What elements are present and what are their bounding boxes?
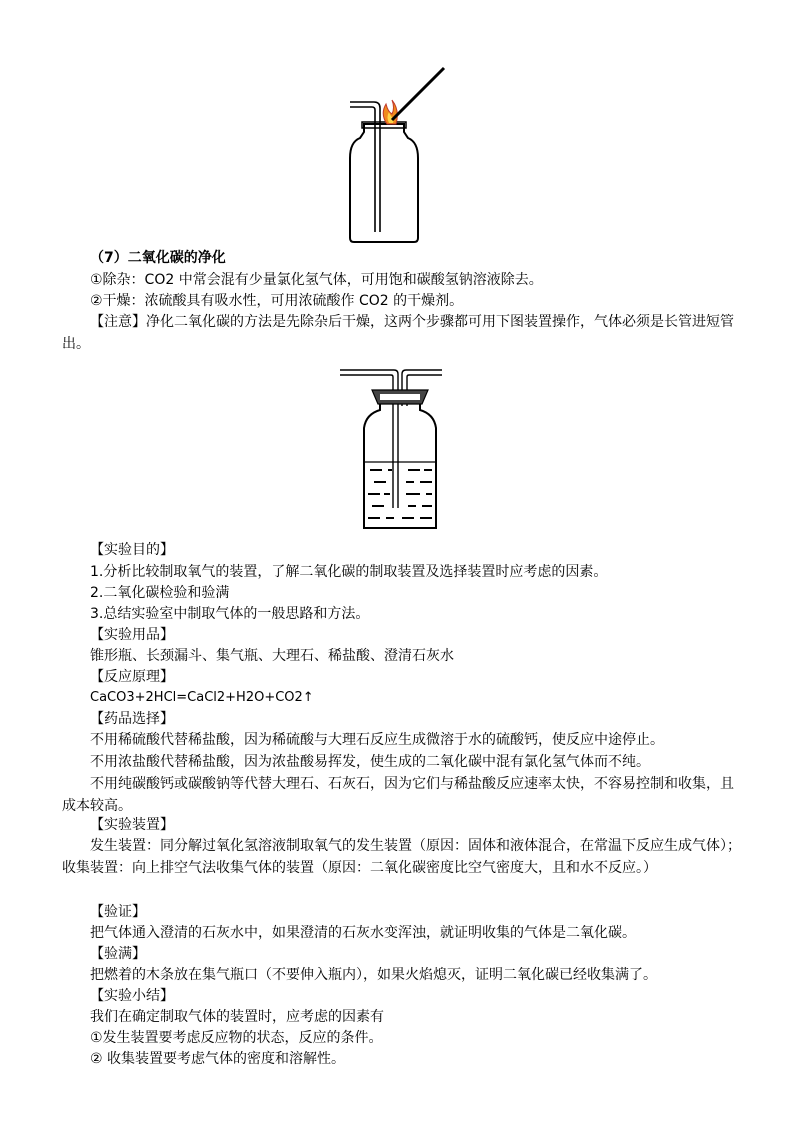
- principle-heading: 【反应原理】: [90, 669, 174, 685]
- reaction-equation: CaCO3+2HCl=CaCl2+H2O+CO2↑: [90, 690, 314, 705]
- bottle-flame-figure: [340, 62, 460, 246]
- bottle-outline: [364, 404, 436, 528]
- washing-bottle-figure: [336, 358, 446, 534]
- section-title: （7）二氧化碳的净化: [90, 250, 226, 266]
- purpose-item-2: 2.二氧化碳检验和验满: [90, 585, 230, 601]
- bottle-outline: [350, 124, 418, 242]
- purpose-heading: 【实验目的】: [90, 542, 174, 558]
- verify-text: 把气体通入澄清的石灰水中，如果澄清的石灰水变浑浊，就证明收集的气体是二氧化碳。: [90, 925, 636, 941]
- summary-intro: 我们在确定制取气体的装置时，应考虑的因素有: [90, 1009, 384, 1025]
- apparatus-text: 发生装置：同分解过氧化氢溶液制取氧气的发生装置（原因：固体和液体混合，在常温下反应生成气体）；收集装置：向上排空气法收集气体的装置（原因：二氧化碳密度比空气密度大，且和水不反应。）: [62, 838, 741, 876]
- summary-item-2: ② 收集装置要考虑气体的密度和溶解性。: [90, 1051, 345, 1067]
- full-text: 把燃着的木条放在集气瓶口（不要伸入瓶内），如果火焰熄灭，证明二氧化碳已经收集满了。: [90, 967, 657, 983]
- supplies-text: 锥形瓶、长颈漏斗、集气瓶、大理石、稀盐酸、澄清石灰水: [90, 648, 454, 664]
- apparatus-heading: 【实验装置】: [90, 817, 174, 833]
- summary-item-1: ①发生装置要考虑反应物的状态，反应的条件。: [90, 1030, 383, 1046]
- reagents-heading: 【药品选择】: [90, 711, 174, 727]
- purpose-item-3: 3.总结实验室中制取气体的一般思路和方法。: [90, 606, 370, 622]
- summary-heading: 【实验小结】: [90, 988, 174, 1004]
- impurity-text: ①除杂：CO2 中常会混有少量氯化氢气体，可用饱和碳酸氢钠溶液除去。: [90, 272, 543, 288]
- supplies-heading: 【实验用品】: [90, 627, 174, 643]
- reagents-p3: 不用纯碳酸钙或碳酸钠等代替大理石、石灰石，因为它们与稀盐酸反应速率太快，不容易控制和收集，且成本较高。: [62, 776, 734, 814]
- liquid-dashes: [368, 470, 432, 518]
- reagents-p2: 不用浓盐酸代替稀盐酸，因为浓盐酸易挥发，使生成的二氧化碳中混有氯化氢气体而不纯。: [90, 754, 650, 770]
- purpose-item-1: 1.分析比较制取氧气的装置，了解二氧化碳的制取装置及选择装置时应考虑的因素。: [90, 564, 608, 580]
- verify-heading: 【验证】: [90, 904, 146, 920]
- reagents-p1: 不用稀硫酸代替稀盐酸，因为稀硫酸与大理石反应生成微溶于水的硫酸钙，使反应中途停止。: [90, 732, 664, 748]
- burning-splint: [392, 68, 444, 120]
- note-text: 【注意】净化二氧化碳的方法是先除杂后干燥，这两个步骤都可用下图装置操作，气体必须是长管进短管出。: [62, 314, 734, 352]
- full-heading: 【验满】: [90, 946, 146, 962]
- drying-text: ②干燥：浓硫酸具有吸水性，可用浓硫酸作 CO2 的干燥剂。: [90, 293, 464, 309]
